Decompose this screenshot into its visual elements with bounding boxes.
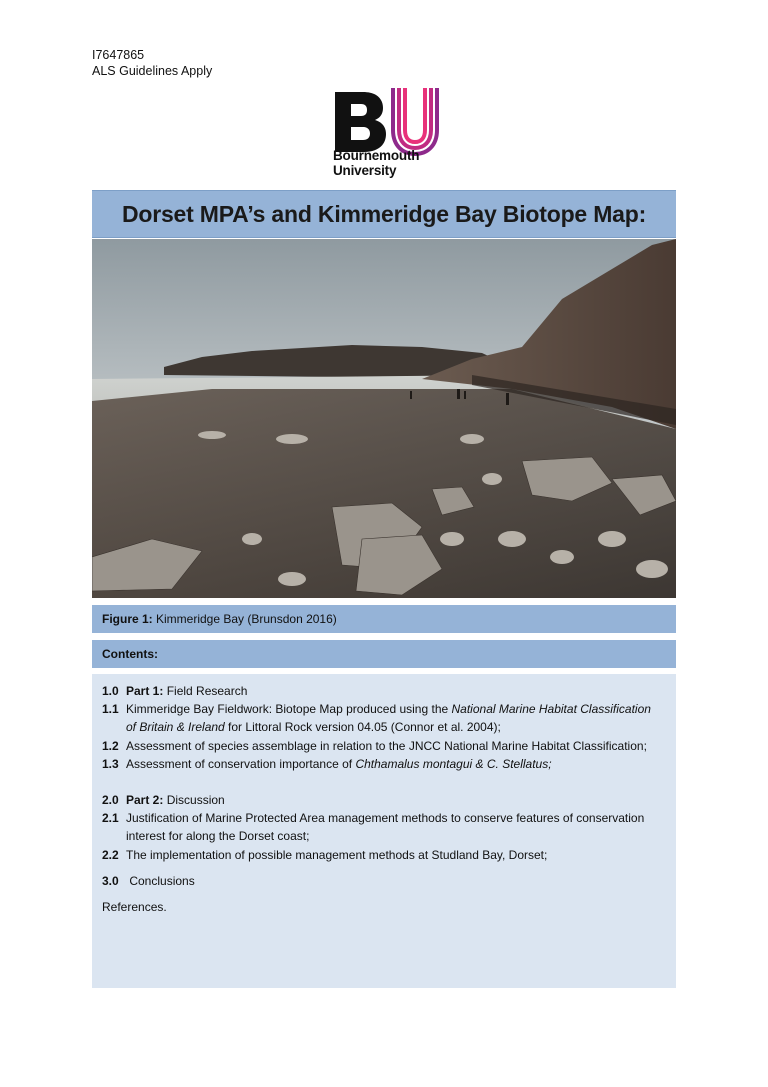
logo-letter-b xyxy=(335,92,386,152)
figure-text: Kimmeridge Bay (Brunsdon 2016) xyxy=(152,612,337,626)
contents-item: 1.2 Assessment of species assemblage in relation to the JNCC National Marine Habitat Classification; xyxy=(102,738,647,753)
document-header xyxy=(92,47,212,79)
contents-item: 2.0 Part 2: Discussion xyxy=(102,793,225,808)
references-entry: References. xyxy=(102,900,167,915)
contents-item: 2.1 Justification of Marine Protected Area management methods to conserve features of conservation interest for along the Dorset coast; xyxy=(102,811,645,844)
kimmeridge-bay-photo xyxy=(92,239,676,598)
contents-item: 2.2 The implementation of possible management methods at Studland Bay, Dorset; xyxy=(102,847,548,862)
contents-item: 1.3 Assessment of conservation importance of Chthamalus montagui & C. Stellatus; xyxy=(102,756,552,771)
contents-item: 1.0 Part 1: Field Research xyxy=(102,684,248,698)
title-bar xyxy=(92,190,676,238)
contents-item: 1.1 Kimmeridge Bay Fieldwork: Biotope Map produced using the National Marine Habitat Classification of Britain & Ireland for Littoral Rock version 04.05 (Connor et al. 2004); xyxy=(102,702,651,735)
contents-heading: Contents: xyxy=(92,640,676,668)
figure-label: Figure 1: xyxy=(102,612,153,626)
page-title: Dorset MPA’s and Kimmeridge Bay Biotope Map: xyxy=(121,200,647,227)
logo-wordmark: Bournemouth University xyxy=(333,148,420,178)
logo-letter-u xyxy=(393,88,437,154)
contents-item: 3.0 Conclusions xyxy=(102,873,195,888)
guidelines-note: ALS Guidelines Apply xyxy=(92,64,213,78)
figure-caption xyxy=(92,605,676,633)
student-id: I7647865 xyxy=(92,48,145,62)
contents-list xyxy=(92,674,676,988)
